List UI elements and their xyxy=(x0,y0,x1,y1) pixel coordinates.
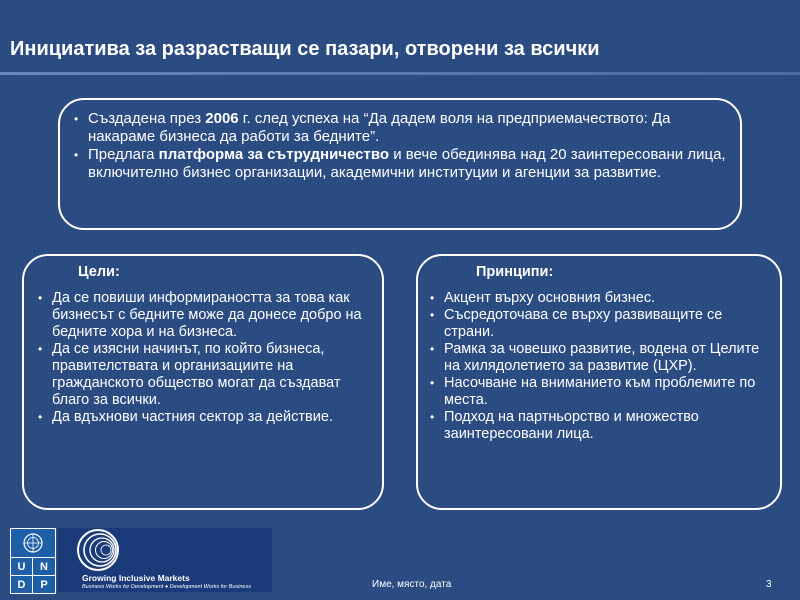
intro-bullet xyxy=(74,146,726,182)
spiral-icon xyxy=(64,528,144,574)
goals-box xyxy=(22,254,384,510)
gim-tagline: Business Works for Development ● Development Works for Business xyxy=(82,584,251,590)
undp-logo xyxy=(10,528,56,594)
bullet-text: Предлага xyxy=(88,146,159,163)
goal-item: • Да се изясни начинът, по който бизнеса, правителствата и организациите на гражданското общество могат да създават благо за всички. xyxy=(38,341,368,409)
principles-box xyxy=(416,254,782,510)
principle-item: • Насочване на вниманието към проблемите по места. xyxy=(430,375,768,409)
goal-item: • Да вдъхнови частния сектор за действие. xyxy=(38,409,368,426)
bullet-text: г. след успеха на “Да дадем воля на предприемачеството: Да накараме бизнеса да работи за бедните”. xyxy=(88,110,671,145)
undp-letter: U xyxy=(11,557,33,575)
principles-heading: Принципи: xyxy=(476,264,554,280)
undp-letter: P xyxy=(33,575,55,593)
slide-title: Инициатива за разрастващи се пазари, отворени за всички xyxy=(10,38,600,60)
principle-item: • Рамка за човешко развитие, водена от Целите на хилядолетието за развитие (ЦХР). xyxy=(430,341,768,375)
principle-item: • Акцент върху основния бизнес. xyxy=(430,290,768,307)
page-number: 3 xyxy=(766,579,772,590)
growing-inclusive-markets-logo xyxy=(58,528,272,592)
title-divider xyxy=(0,72,800,75)
undp-letter: D xyxy=(11,575,33,593)
principles-list xyxy=(430,290,768,443)
principle-item: • Съсредоточава се върху развиващите се страни. xyxy=(430,307,768,341)
goal-item: • Да се повиши информираността за това как бизнесът с бедните може да донесе добро на бедните хора и на бизнеса. xyxy=(38,290,368,341)
intro-bullet xyxy=(74,110,726,146)
bullet-text: Създадена през xyxy=(88,110,206,127)
principle-item: • Подход на партньорство и множество заинтересовани лица. xyxy=(430,409,768,443)
goals-list xyxy=(38,290,368,426)
bullet-text-bold: 2006 xyxy=(205,110,239,127)
intro-bullet-list xyxy=(74,110,726,182)
footer-placeholder: Име, място, дата xyxy=(372,579,452,590)
bullet-text: и вече обединява над 20 заинтересовани лица, включително бизнес организации, академични институции и агенции за развитие. xyxy=(88,146,726,181)
bullet-text-bold: платформа за сътрудничество xyxy=(158,146,390,163)
intro-box xyxy=(58,98,742,230)
un-emblem-icon xyxy=(11,529,55,557)
undp-letter: N xyxy=(33,557,55,575)
gim-name: Growing Inclusive Markets xyxy=(82,573,190,583)
goals-heading: Цели: xyxy=(78,264,120,280)
